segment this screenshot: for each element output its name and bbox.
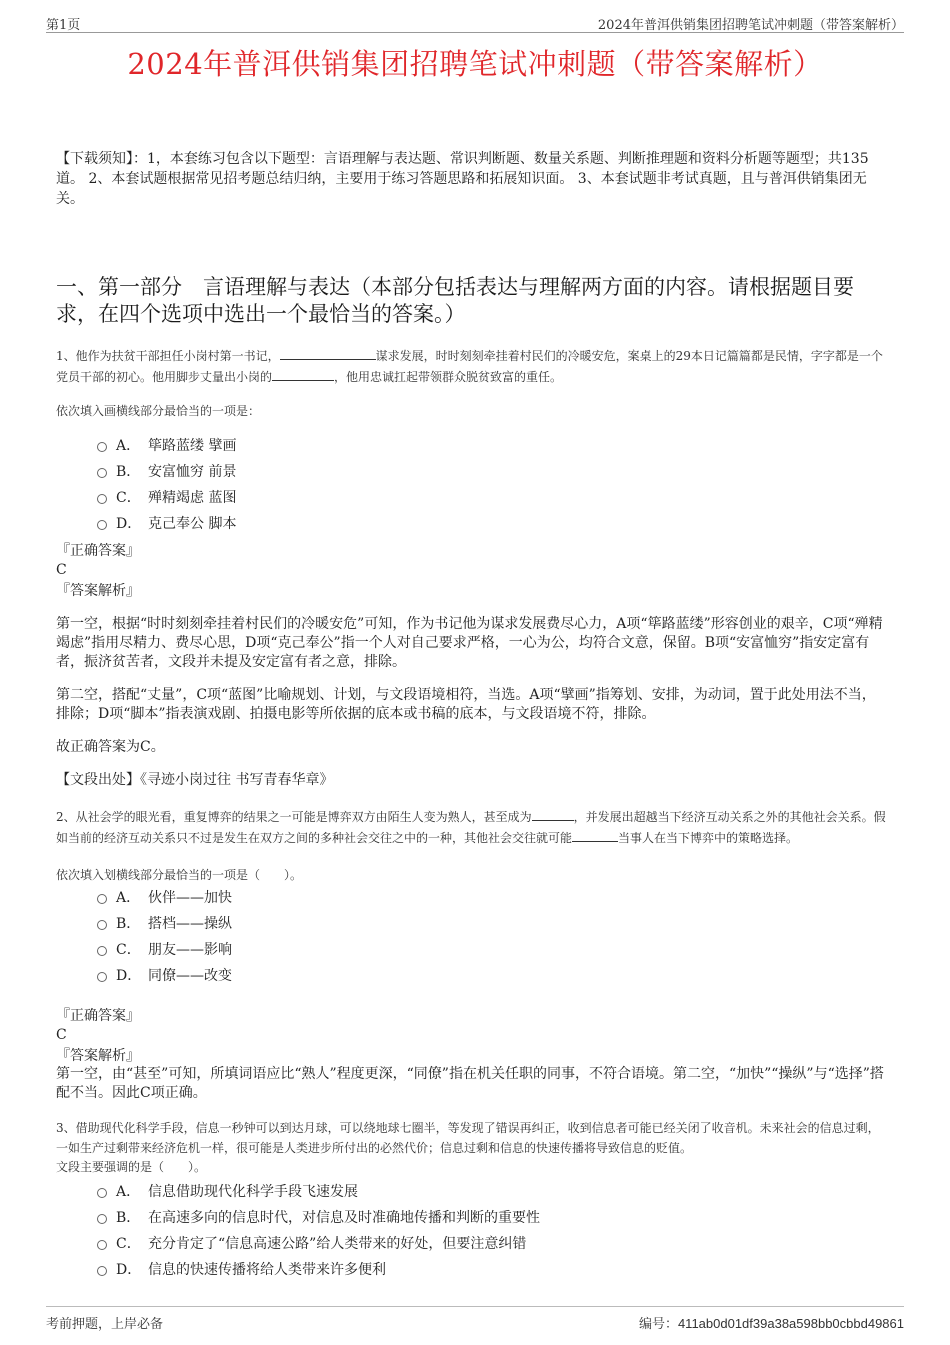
q2-option-d[interactable]: D． 同僚——改变 [97,962,697,988]
question-1-stem [56,345,888,387]
radio-icon[interactable] [97,1188,107,1198]
q2-answer-label: 『正确答案』 [56,1008,140,1024]
radio-icon[interactable] [97,920,107,930]
radio-icon[interactable] [97,1266,107,1276]
q1-source: 【文段出处】《寻迹小岗过往 书写青春华章》 [56,772,334,788]
radio-icon[interactable] [97,894,107,904]
q2-prompt: 依次填入划横线部分最恰当的一项是（ ）。 [56,868,303,882]
q1-options [97,432,697,536]
radio-icon[interactable] [97,520,107,530]
radio-icon[interactable] [97,468,107,478]
q1-text-part1: 1、他作为扶贫干部担任小岗村第一书记， [56,349,280,363]
q2-blank-2 [572,827,618,842]
q2-option-c[interactable]: C． 朋友——影响 [97,936,697,962]
footer-code [639,1313,904,1332]
header-divider [46,32,904,33]
q2-text-part2: ，并发展出超越当下经济互动关系之外的其他社会关系。假如当前的经济互动关系只不过是发生在双方之间的多种社会交往之中的一种，其他社会交往就可能 [56,810,886,845]
q1-option-c[interactable]: C． 殚精竭虑 蓝图 [97,484,697,510]
q1-answer: C [56,562,67,578]
q1-text-part3: ，他用忠诚扛起带领群众脱贫致富的重任。 [334,370,563,384]
q1-analysis-label: 『答案解析』 [56,583,140,599]
header-doc-title: 2024年普洱供销集团招聘笔试冲刺题（带答案解析） [597,18,904,33]
question-3-stem: 3、借助现代化科学手段，信息一秒钟可以到达月球，可以绕地球七圈半，等发现了错误再纠正，收到信息者可能已经关闭了收音机。未来社会的信息过剩，一如生产过剩带来经济危机一样，很可能是人类进步所付出的必然代价；信息过剩和信息的快速传播将导致信息的贬值。 [56,1121,880,1155]
q1-option-d[interactable]: D． 克己奉公 脚本 [97,510,697,536]
q2-analysis: 第一空，由“甚至”可知，所填词语应比“熟人”程度更深，“同僚”指在机关任职的同事，不符合语境。第二空，“加快”“操纵”与“选择”搭配不当。因此C项正确。 [56,1066,884,1101]
q1-option-b[interactable]: B． 安富恤穷 前景 [97,458,697,484]
q3-option-d[interactable]: D． 信息的快速传播将给人类带来许多便利 [97,1256,697,1282]
page-title: 2024年普洱供销集团招聘笔试冲刺题（带答案解析） [127,47,823,81]
q2-text-part3: 当事人在当下博弈中的策略选择。 [618,831,799,845]
q2-answer: C [56,1027,67,1043]
q3-options [97,1178,697,1282]
q1-analysis-paragraph-1: 第一空，根据“时时刻刻牵挂着村民们的冷暖安危”可知，作为书记他为谋求发展费尽心力，A项“筚路蓝缕”形容创业的艰辛，C项“殚精竭虑”指用尽精力、费尽心思，D项“克己奉公”指一个人对自己要求严格，一心为公，均符合文意，保留。B项“安富恤穷”指安定富有者，振济贫苦者，文段并未提及安定富有者之意，排除。 [56,616,883,670]
q1-option-a[interactable]: A． 筚路蓝缕 擘画 [97,432,697,458]
q1-analysis-paragraph-2: 第二空，搭配“丈量”，C项“蓝图”比喻规划、计划，与文段语境相符，当选。A项“擘画”指筹划、安排，为动词，置于此处用法不当，排除；D项“脚本”指表演戏剧、拍摄电影等所依据的底本或书稿的底本，与文段语境不符，排除。 [56,687,876,722]
q1-blank-1 [280,345,376,360]
q1-prompt: 依次填入画横线部分最恰当的一项是： [56,404,261,418]
q2-option-a[interactable]: A． 伙伴——加快 [97,884,697,910]
q3-option-a[interactable]: A． 信息借助现代化科学手段飞速发展 [97,1178,697,1204]
section-heading: 一、第一部分 言语理解与表达（本部分包括表达与理解两方面的内容。请根据题目要求，在四个选项中选出一个最恰当的答案。） [56,275,854,326]
download-notice: 【下载须知】：1，本套练习包含以下题型：言语理解与表达题、常识判断题、数量关系题、判断推理题和资料分析题等题型；共135道。 2、本套试题根据常见招考题总结归纳，主要用于练习答题思路和拓展知识面。 3、本套试题非考试真题，且与普洱供销集团无关。 [56,151,869,207]
q3-option-b[interactable]: B． 在高速多向的信息时代，对信息及时准确地传播和判断的重要性 [97,1204,697,1230]
radio-icon[interactable] [97,972,107,982]
footer-code-label: 编号： [638,1317,678,1332]
radio-icon[interactable] [97,442,107,452]
q3-prompt: 文段主要强调的是（ ）。 [56,1160,207,1174]
question-2-stem [56,806,888,848]
q1-answer-label: 『正确答案』 [56,543,140,559]
radio-icon[interactable] [97,1214,107,1224]
q2-blank-1 [532,806,574,821]
q1-text-part2: 谋求发展，时时刻刻牵挂着村民们的冷暖安危，案桌上的29本日记篇篇都是民情，字字都是一个党员干部的初心。他用脚步丈量出小岗的 [56,349,883,384]
footer-code-value: 411ab0d01df39a38a598bb0cbbd49861 [677,1316,904,1331]
radio-icon[interactable] [97,494,107,504]
q1-conclusion: 故正确答案为C。 [56,739,165,755]
footer-slogan: 考前押题，上岸必备 [46,1317,164,1332]
q2-options [97,884,697,988]
q2-option-b[interactable]: B． 搭档——操纵 [97,910,697,936]
footer-divider [46,1306,904,1307]
q2-text-part1: 2、从社会学的眼光看，重复博弈的结果之一可能是博弈双方由陌生人变为熟人，甚至成为 [56,810,532,824]
q3-option-c[interactable]: C． 充分肯定了“信息高速公路”给人类带来的好处，但要注意纠错 [97,1230,697,1256]
q1-blank-2 [272,366,334,381]
q2-analysis-label: 『答案解析』 [56,1048,140,1064]
radio-icon[interactable] [97,946,107,956]
radio-icon[interactable] [97,1240,107,1250]
header-page-number: 第1页 [46,18,81,33]
